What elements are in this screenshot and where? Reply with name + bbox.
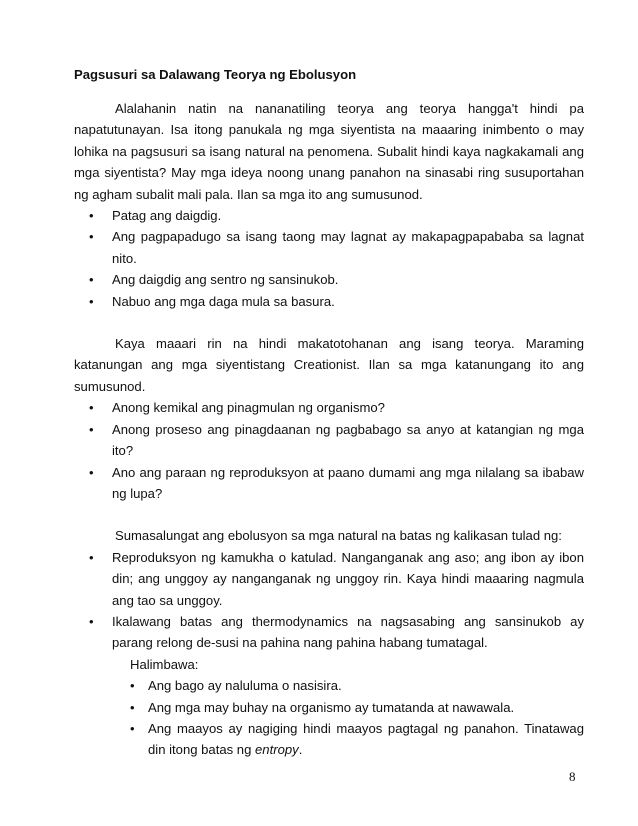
- list-item: • Ano ang paraan ng reproduksyon at paano dumami ang mga nilalang sa ibabaw ng lupa?: [74, 462, 584, 505]
- misconceptions-list: [74, 205, 584, 312]
- list-item-text: Ang maayos ay nagiging hindi maayos pagtagal ng panahon. Tinatawag din itong batas ng: [148, 720, 584, 758]
- natural-laws-list: [74, 547, 584, 654]
- list-item: • Ang mga may buhay na organismo ay tumatanda at nawawala.: [130, 697, 584, 718]
- intro-paragraph: Alalahanin natin na nananatiling teorya ang teorya hangga't hindi pa napatutunayan. Isa itong panukala ng mga siyentista na maaaring inimbento o may lohika na pagsusuri sa isang natural na penomena. Subalit hindi kaya nagkakamali ang mga siyentista? May mga ideya noong unang panahon na sinasabi ring susuportahan ng agham subalit mali pala. Ilan sa mga ito ang sumusunod.: [74, 101, 584, 202]
- list-item: • Nabuo ang mga daga mula sa basura.: [74, 291, 584, 312]
- examples-block: [74, 654, 584, 761]
- list-item: [130, 718, 584, 761]
- list-item: • Anong kemikal ang pinagmulan ng organismo?: [74, 397, 584, 418]
- list-item: • Patag ang daigdig.: [74, 205, 584, 226]
- questions-list: [74, 397, 584, 504]
- page-title: Pagsusuri sa Dalawang Teorya ng Ebolusyon: [74, 67, 357, 82]
- entropy-term: entropy: [255, 742, 299, 758]
- example-label: Halimbawa:: [130, 656, 199, 672]
- document-page: [74, 64, 584, 761]
- list-item: • Ang daigdig ang sentro ng sansinukob.: [74, 269, 584, 290]
- list-item: • Reproduksyon ng kamukha o katulad. Nanganganak ang aso; ang ibon ay ibon din; ang unggoy ay nanganganak ng unggoy rin. Kaya hindi maaaring nagmula ang tao sa unggoy.: [74, 547, 584, 611]
- natural-laws-paragraph: Sumasalungat ang ebolusyon sa mga natural na batas ng kalikasan tulad ng:: [115, 528, 562, 544]
- examples-list: [130, 675, 584, 761]
- list-item: • Anong proseso ang pinagdaanan ng pagbabago sa anyo at katangian ng mga ito?: [74, 419, 584, 462]
- creationist-paragraph: Kaya maaari rin na hindi makatotohanan ang isang teorya. Maraming katanungan ang mga siyentistang Creationist. Ilan sa mga katanungang ito ang sumusunod.: [74, 336, 584, 394]
- list-item: • Ang pagpapadugo sa isang taong may lagnat ay makapagpapababa sa lagnat nito.: [74, 226, 584, 269]
- list-item: • Ikalawang batas ang thermodynamics na nagsasabing ang sansinukob ay parang relong de-susi na pahina nang pahina habang tumatagal.: [74, 611, 584, 654]
- list-item: • Ang bago ay naluluma o nasisira.: [130, 675, 584, 696]
- page-number: 8: [569, 769, 576, 784]
- list-item-end: .: [298, 742, 303, 758]
